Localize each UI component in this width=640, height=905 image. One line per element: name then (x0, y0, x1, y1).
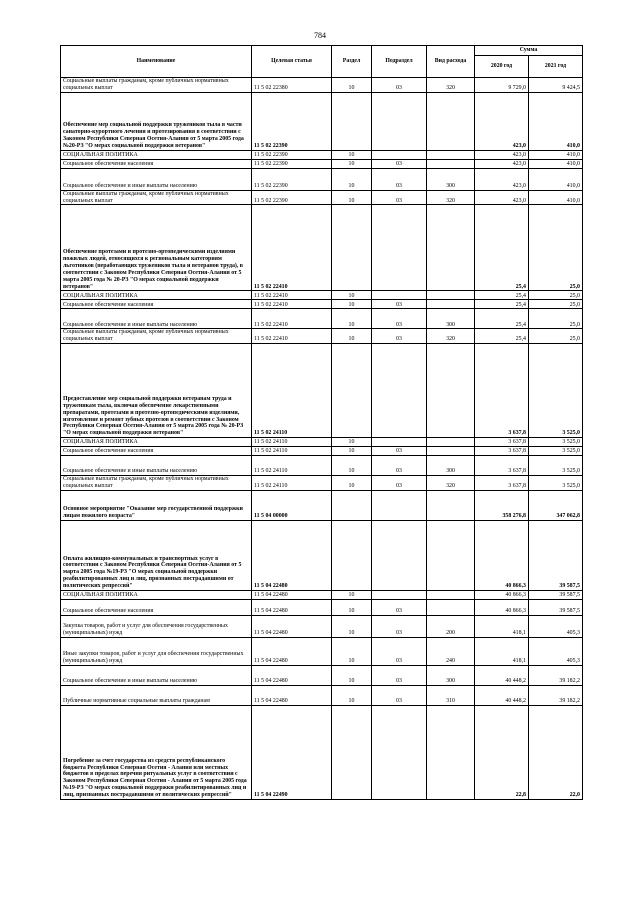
row-name: Иные закупки товаров, работ и услуг для обеспечения государственных (муниципальных) нужд (61, 637, 252, 665)
row-amount-2021: 410,0 (529, 190, 583, 205)
row-amount-2020: 418,1 (475, 637, 529, 665)
row-expense-type (427, 291, 475, 300)
row-subsection: 03 (372, 685, 427, 705)
row-subsection (372, 291, 427, 300)
row-section: 10 (332, 438, 372, 447)
row-target-code: 11 5 02 22410 (252, 291, 332, 300)
row-expense-type (427, 300, 475, 309)
row-amount-2020: 3 637,8 (475, 476, 529, 491)
row-section: 10 (332, 590, 372, 599)
row-amount-2021: 410,0 (529, 150, 583, 159)
row-amount-2020: 3 637,8 (475, 447, 529, 456)
row-expense-type: 310 (427, 685, 475, 705)
row-name: Социальное обеспечение населения (61, 447, 252, 456)
row-subsection: 03 (372, 615, 427, 637)
row-amount-2021: 3 525,0 (529, 438, 583, 447)
header-subsection: Подраздел (372, 46, 427, 78)
header-expense-type: Вид расхода (427, 46, 475, 78)
row-amount-2021: 405,3 (529, 637, 583, 665)
row-amount-2020: 3 637,8 (475, 456, 529, 476)
row-subsection (372, 438, 427, 447)
row-name: Закупка товаров, работ и услуг для обеспечения государственных (муниципальных) нужд (61, 615, 252, 637)
row-section: 10 (332, 309, 372, 329)
row-subsection (372, 520, 427, 590)
row-name: СОЦИАЛЬНАЯ ПОЛИТИКА (61, 438, 252, 447)
row-amount-2020: 40 448,2 (475, 665, 529, 685)
row-section: 10 (332, 159, 372, 168)
row-name: Социальное обеспечение и иные выплаты населению (61, 665, 252, 685)
row-target-code: 11 5 02 22410 (252, 205, 332, 291)
row-target-code: 11 5 04 00000 (252, 490, 332, 520)
row-subsection: 03 (372, 309, 427, 329)
budget-table (60, 45, 583, 800)
table-row (61, 205, 583, 291)
header-year-2021: 2021 год (529, 56, 583, 78)
row-subsection (372, 92, 427, 150)
row-amount-2020: 423,0 (475, 159, 529, 168)
row-amount-2020: 423,0 (475, 190, 529, 205)
row-amount-2020: 9 729,0 (475, 78, 529, 93)
row-amount-2020: 25,4 (475, 300, 529, 309)
row-amount-2021: 410,0 (529, 168, 583, 190)
table-row (61, 705, 583, 799)
row-name: СОЦИАЛЬНАЯ ПОЛИТИКА (61, 150, 252, 159)
row-expense-type: 300 (427, 309, 475, 329)
row-expense-type: 320 (427, 329, 475, 344)
row-expense-type: 240 (427, 637, 475, 665)
row-amount-2020: 40 448,2 (475, 685, 529, 705)
row-name: Социальное обеспечение населения (61, 159, 252, 168)
row-name: Погребение за счет государства из средств республиканского бюджета Республики Северная Осетия - Алания или местных бюджетов в пределах перечня ритуальных услуг в соответствии с Законом Республики Северная Осетия - Алания от 5 марта 2005 года №19-РЗ "О мерах социальной поддержки реабилитированных лиц и лиц, признанных пострадавшими от политических репрессий" (61, 705, 252, 799)
row-amount-2021: 39 587,5 (529, 599, 583, 615)
row-section: 10 (332, 637, 372, 665)
row-expense-type (427, 590, 475, 599)
row-amount-2021: 25,0 (529, 309, 583, 329)
row-amount-2020: 40 866,3 (475, 520, 529, 590)
header-name: Наименование (61, 46, 252, 78)
row-amount-2020: 418,1 (475, 615, 529, 637)
header-target: Целевая статья (252, 46, 332, 78)
row-expense-type (427, 447, 475, 456)
row-subsection (372, 344, 427, 438)
row-section: 10 (332, 665, 372, 685)
row-section: 10 (332, 447, 372, 456)
row-target-code: 11 5 02 22390 (252, 190, 332, 205)
table-row (61, 159, 583, 168)
row-amount-2021: 25,0 (529, 329, 583, 344)
row-amount-2021: 3 525,0 (529, 447, 583, 456)
row-subsection: 03 (372, 168, 427, 190)
row-target-code: 11 5 02 24110 (252, 438, 332, 447)
row-subsection: 03 (372, 456, 427, 476)
row-amount-2020: 358 276,8 (475, 490, 529, 520)
row-subsection: 03 (372, 329, 427, 344)
table-row (61, 291, 583, 300)
row-name: Основное мероприятие "Оказание мер государственной поддержки лицам пожилого возраста" (61, 490, 252, 520)
table-row (61, 438, 583, 447)
row-expense-type (427, 438, 475, 447)
row-expense-type (427, 599, 475, 615)
row-section: 10 (332, 456, 372, 476)
table-row (61, 309, 583, 329)
table-row (61, 637, 583, 665)
row-section: 10 (332, 685, 372, 705)
table-row (61, 490, 583, 520)
row-target-code: 11 5 02 24110 (252, 344, 332, 438)
row-target-code: 11 5 04 22480 (252, 599, 332, 615)
row-amount-2020: 25,4 (475, 329, 529, 344)
row-amount-2021: 405,3 (529, 615, 583, 637)
row-expense-type (427, 705, 475, 799)
row-amount-2020: 25,4 (475, 205, 529, 291)
row-section (332, 344, 372, 438)
row-subsection (372, 490, 427, 520)
table-row (61, 344, 583, 438)
row-subsection (372, 590, 427, 599)
row-expense-type: 200 (427, 615, 475, 637)
row-section: 10 (332, 599, 372, 615)
table-row (61, 329, 583, 344)
row-expense-type: 320 (427, 476, 475, 491)
row-section: 10 (332, 615, 372, 637)
row-section: 10 (332, 329, 372, 344)
row-expense-type: 320 (427, 190, 475, 205)
row-subsection: 03 (372, 476, 427, 491)
row-name: Социальные выплаты гражданам, кроме публичных нормативных социальных выплат (61, 476, 252, 491)
row-amount-2020: 40 866,3 (475, 590, 529, 599)
row-section (332, 92, 372, 150)
row-name: Социальные выплаты гражданам, кроме публичных нормативных социальных выплат (61, 78, 252, 93)
row-name: СОЦИАЛЬНАЯ ПОЛИТИКА (61, 291, 252, 300)
row-amount-2021: 39 587,5 (529, 520, 583, 590)
page-number: 784 (314, 31, 326, 40)
row-subsection (372, 150, 427, 159)
row-amount-2021: 410,0 (529, 92, 583, 150)
row-amount-2020: 3 637,8 (475, 344, 529, 438)
row-amount-2020: 25,4 (475, 291, 529, 300)
row-name: Социальное обеспечение и иные выплаты населению (61, 456, 252, 476)
table-row (61, 190, 583, 205)
row-expense-type: 300 (427, 168, 475, 190)
row-name: Обеспечение мер социальной поддержки тружеников тыла в части санаторно-курортного лечения и протезирования в соответствии с Законом Республики Северная Осетия-Алания от 5 марта 2005 года №20-РЗ "О мерах социальной поддержки ветеранов" (61, 92, 252, 150)
row-name: Оплата жилищно-коммунальных и транспортных услуг в соответствии с Законом Республики Северная Осетия-Алания от 5 марта 2005 года №19-РЗ "О мерах социальной поддержки реабилитированных лиц и лиц, признанных пострадавшими от политических репрессий" (61, 520, 252, 590)
row-amount-2020: 22,8 (475, 705, 529, 799)
row-amount-2021: 410,0 (529, 159, 583, 168)
table-row (61, 168, 583, 190)
row-target-code: 11 5 02 22410 (252, 300, 332, 309)
row-section: 10 (332, 78, 372, 93)
row-name: Предоставление мер социальной поддержки ветеранам труда и труженикам тыла, включая обеспечение лекарственными препаратами, протезами и протезно-ортопедическими изделиями, изготовление и ремонт зубных протезов в соответствии с Законом Республики Северная Осетия-Алания от 5 марта 2005 года № 20-РЗ "О мерах социальной поддержки ветеранов" (61, 344, 252, 438)
table-row (61, 300, 583, 309)
row-expense-type (427, 520, 475, 590)
row-amount-2021: 3 525,0 (529, 456, 583, 476)
row-target-code: 11 5 02 24110 (252, 456, 332, 476)
row-section (332, 205, 372, 291)
row-expense-type (427, 205, 475, 291)
row-target-code: 11 5 02 22390 (252, 159, 332, 168)
row-amount-2020: 423,0 (475, 92, 529, 150)
row-subsection: 03 (372, 447, 427, 456)
row-name: Социальные выплаты гражданам, кроме публичных нормативных социальных выплат (61, 329, 252, 344)
row-section: 10 (332, 150, 372, 159)
row-expense-type (427, 344, 475, 438)
row-section: 10 (332, 476, 372, 491)
row-name: Социальное обеспечение населения (61, 599, 252, 615)
row-expense-type (427, 490, 475, 520)
row-amount-2021: 39 182,2 (529, 685, 583, 705)
row-amount-2021: 347 062,8 (529, 490, 583, 520)
row-amount-2021: 25,0 (529, 205, 583, 291)
row-amount-2020: 3 637,8 (475, 438, 529, 447)
row-name: Социальное обеспечение и иные выплаты населению (61, 168, 252, 190)
row-name: СОЦИАЛЬНАЯ ПОЛИТИКА (61, 590, 252, 599)
row-expense-type: 320 (427, 78, 475, 93)
header-sum: Сумма (475, 46, 583, 56)
table-row (61, 520, 583, 590)
row-subsection (372, 705, 427, 799)
table-row (61, 92, 583, 150)
row-section: 10 (332, 300, 372, 309)
table-row (61, 685, 583, 705)
row-amount-2021: 25,0 (529, 291, 583, 300)
table-row (61, 615, 583, 637)
row-amount-2021: 39 587,5 (529, 590, 583, 599)
row-expense-type: 300 (427, 665, 475, 685)
row-name: Социальные выплаты гражданам, кроме публичных нормативных социальных выплат (61, 190, 252, 205)
row-amount-2020: 25,4 (475, 309, 529, 329)
row-amount-2021: 3 525,0 (529, 344, 583, 438)
row-target-code: 11 5 02 22390 (252, 150, 332, 159)
table-row (61, 665, 583, 685)
table-row (61, 447, 583, 456)
row-amount-2021: 3 525,0 (529, 476, 583, 491)
row-target-code: 11 5 04 22480 (252, 590, 332, 599)
row-target-code: 11 5 02 22390 (252, 92, 332, 150)
row-target-code: 11 5 02 22410 (252, 329, 332, 344)
row-section (332, 490, 372, 520)
row-target-code: 11 5 02 22380 (252, 78, 332, 93)
row-amount-2021: 25,0 (529, 300, 583, 309)
row-amount-2020: 423,0 (475, 150, 529, 159)
row-target-code: 11 5 04 22480 (252, 665, 332, 685)
table-row (61, 456, 583, 476)
table-row (61, 590, 583, 599)
row-target-code: 11 5 02 22390 (252, 168, 332, 190)
table-row (61, 78, 583, 93)
row-subsection: 03 (372, 190, 427, 205)
row-expense-type: 300 (427, 456, 475, 476)
row-subsection: 03 (372, 78, 427, 93)
row-target-code: 11 5 04 22480 (252, 685, 332, 705)
row-target-code: 11 5 04 22480 (252, 615, 332, 637)
row-amount-2020: 423,0 (475, 168, 529, 190)
row-target-code: 11 5 02 24110 (252, 447, 332, 456)
row-amount-2020: 40 866,3 (475, 599, 529, 615)
row-subsection: 03 (372, 637, 427, 665)
row-name: Публичные нормативные социальные выплаты гражданам (61, 685, 252, 705)
table-row (61, 150, 583, 159)
row-name: Обеспечение протезами и протезно-ортопедическими изделиями пожилых людей, относящихся к региональным категориям льготников (неработающих тружеников тыла и ветеранов труда), в соответствии с Законом Республики Северная Осетия-Алания от 5 марта 2005 года № 20-РЗ "О мерах социальной поддержки ветеранов" (61, 205, 252, 291)
row-amount-2021: 39 182,2 (529, 665, 583, 685)
row-target-code: 11 5 02 24110 (252, 476, 332, 491)
row-section: 10 (332, 190, 372, 205)
row-subsection: 03 (372, 599, 427, 615)
row-target-code: 11 5 04 22480 (252, 637, 332, 665)
table-row (61, 599, 583, 615)
row-name: Социальное обеспечение населения (61, 300, 252, 309)
row-section: 10 (332, 291, 372, 300)
row-amount-2021: 9 424,5 (529, 78, 583, 93)
row-section (332, 705, 372, 799)
row-target-code: 11 5 04 22490 (252, 705, 332, 799)
row-target-code: 11 5 04 22480 (252, 520, 332, 590)
row-amount-2021: 22,0 (529, 705, 583, 799)
row-subsection (372, 205, 427, 291)
row-section (332, 520, 372, 590)
row-expense-type (427, 159, 475, 168)
row-expense-type (427, 150, 475, 159)
table-row (61, 476, 583, 491)
row-subsection: 03 (372, 300, 427, 309)
row-name: Социальное обеспечение и иные выплаты населению (61, 309, 252, 329)
row-target-code: 11 5 02 22410 (252, 309, 332, 329)
row-subsection: 03 (372, 159, 427, 168)
header-section: Раздел (332, 46, 372, 78)
header-year-2020: 2020 год (475, 56, 529, 78)
row-subsection: 03 (372, 665, 427, 685)
row-expense-type (427, 92, 475, 150)
row-section: 10 (332, 168, 372, 190)
